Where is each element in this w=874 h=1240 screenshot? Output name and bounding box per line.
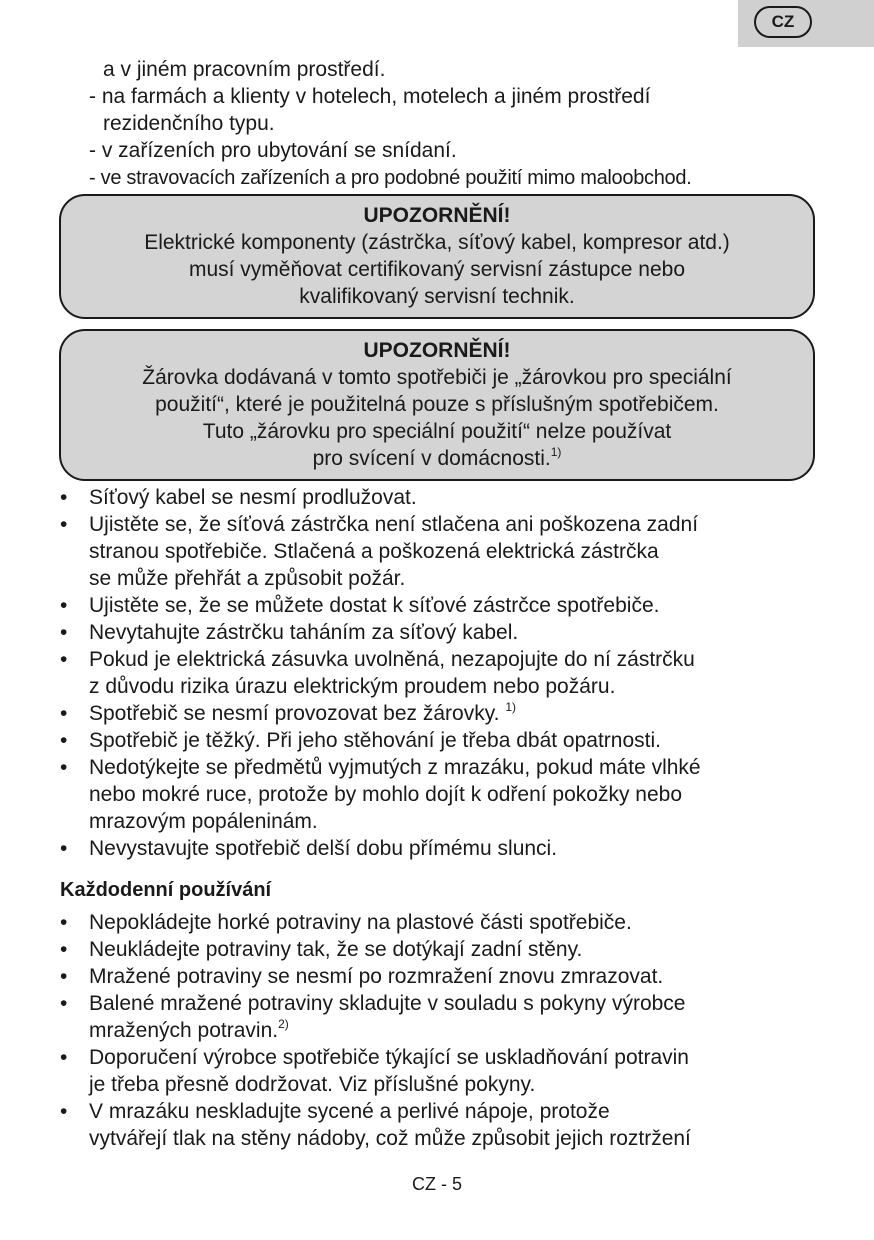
language-badge: CZ (754, 6, 812, 38)
list-item-line: mrazovým popáleninám. (89, 810, 318, 833)
bullet-marker: • (60, 648, 68, 671)
footnote-marker: 2) (278, 1017, 289, 1031)
intro-line: - ve stravovacích zařízeních a pro podobné použití mimo maloobchod. (89, 167, 692, 189)
warning-box-bulb (59, 329, 815, 481)
list-item-line: Nevystavujte spotřebič delší dobu přímému slunci. (89, 837, 558, 860)
warning-text-line: použití“, které je použitelná pouze s příslušným spotřebičem. (155, 393, 719, 416)
list-item-line: Nedotýkejte se předmětů vyjmutých z mrazáku, pokud máte vlhké (89, 756, 701, 779)
list-item-line: stranou spotřebiče. Stlačená a poškozená elektrická zástrčka (89, 540, 659, 563)
list-item-line: Doporučení výrobce spotřebiče týkající se uskladňování potravin (89, 1046, 689, 1069)
bullet-marker: • (60, 756, 68, 779)
list-item-line: Síťový kabel se nesmí prodlužovat. (89, 486, 417, 509)
bullet-marker: • (60, 513, 68, 536)
list-item-line: nebo mokré ruce, protože by mohlo dojít k odření pokožky nebo (89, 783, 683, 806)
list-item-line: Nevytahujte zástrčku taháním za síťový kabel. (89, 621, 519, 644)
page-number: CZ - 5 (411, 1174, 462, 1194)
list-item-line: vytvářejí tlak na stěny nádoby, což může způsobit jejich roztržení (89, 1127, 691, 1150)
intro-line: - na farmách a klienty v hotelech, motelech a jiném prostředí (89, 85, 651, 108)
list-item-line: Spotřebič je těžký. Při jeho stěhování je třeba dbát opatrnosti. (89, 729, 661, 752)
list-item-line: mražených potravin.$^{2)}$ (89, 1017, 289, 1042)
list-item-line: z důvodu rizika úrazu elektrickým proudem nebo požáru. (89, 675, 616, 698)
list-item-line: Pokud je elektrická zásuvka uvolněná, nezapojujte do ní zástrčku (89, 648, 695, 671)
bullet-marker: • (60, 938, 68, 961)
list-item-line: je třeba přesně dodržovat. Viz příslušné pokyny. (89, 1073, 536, 1096)
bullet-marker: • (60, 702, 68, 725)
intro-line: rezidenčního typu. (103, 112, 275, 135)
bullet-marker: • (60, 729, 68, 752)
bullet-marker: • (60, 594, 68, 617)
list-item-line: Neukládejte potraviny tak, že se dotýkají zadní stěny. (89, 938, 583, 961)
list-item-line: se může přehřát a způsobit požár. (89, 567, 406, 590)
warning-text-line: musí vyměňovat certifikovaný servisní zástupce nebo (188, 258, 686, 281)
list-item-line: Ujistěte se, že se můžete dostat k síťové zástrčce spotřebiče. (89, 594, 660, 617)
list-item-line: Spotřebič se nesmí provozovat bez žárovky. $^{1)}$ (89, 700, 516, 725)
bullet-marker: • (60, 1046, 68, 1069)
list-item-line: Mražené potraviny se nesmí po rozmražení znovu zmrazovat. (89, 965, 664, 988)
warning-text-line: Tuto „žárovku pro speciální použití“ nelze používat (202, 420, 672, 443)
bullet-marker: • (60, 911, 68, 934)
warning-text-line: Elektrické komponenty (zástrčka, síťový kabel, kompresor atd.) (144, 231, 730, 254)
warning-text-line: kvalifikovaný servisní technik. (299, 285, 575, 308)
footnote-marker: 1) (505, 700, 516, 714)
bullet-marker: • (60, 1100, 68, 1123)
bullet-marker: • (60, 837, 68, 860)
warning-text-line-last: pro svícení v domácnosti.$^{1)}$ (312, 445, 562, 470)
footnote-marker: 1) (550, 445, 562, 459)
bullet-marker: • (60, 621, 68, 644)
bullet-marker: • (60, 486, 68, 509)
warning-text-line: Žárovka dodávaná v tomto spotřebiči je „žárovkou pro speciální (142, 366, 732, 389)
list-item-line: Ujistěte se, že síťová zástrčka není stlačena ani poškozena zadní (89, 513, 699, 536)
bullet-marker: • (60, 992, 68, 1015)
section-heading-daily-use: Každodenní používání (60, 879, 272, 901)
warning-box-electrical (59, 194, 815, 319)
intro-line: a v jiném pracovním prostředí. (103, 58, 386, 81)
list-item-line: V mrazáku neskladujte sycené a perlivé nápoje, protože (89, 1100, 610, 1123)
intro-line: - v zařízeních pro ubytování se snídaní. (89, 139, 457, 162)
warning-title: UPOZORNĚNÍ! (363, 339, 511, 362)
bullet-marker: • (60, 965, 68, 988)
list-item-line: Balené mražené potraviny skladujte v souladu s pokyny výrobce (89, 992, 686, 1015)
warning-title: UPOZORNĚNÍ! (363, 204, 511, 227)
list-item-line: Nepokládejte horké potraviny na plastové části spotřebiče. (89, 911, 632, 934)
